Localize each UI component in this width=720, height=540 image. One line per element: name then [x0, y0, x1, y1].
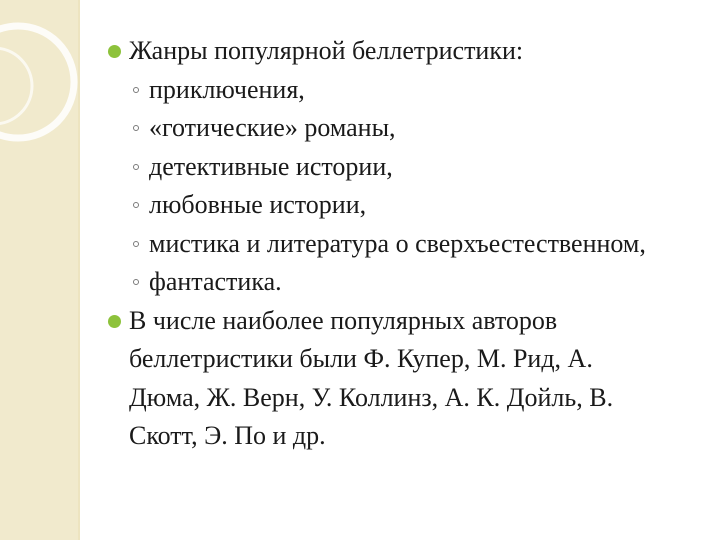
list-item-genres: [106, 32, 706, 71]
genre-label: «готические» романы,: [149, 113, 396, 142]
genre-label: приключения,: [149, 74, 305, 104]
ring-bullet-icon: [133, 87, 139, 93]
list-item: [106, 263, 706, 302]
list-item: [106, 109, 706, 148]
ring-bullet-icon: [133, 202, 139, 208]
list-item: [106, 71, 706, 110]
authors-line: Дюма, Ж. Верн, У. Коллинз, А. К. Дойль, В.: [129, 382, 614, 412]
decorative-side-panel: [0, 0, 78, 540]
genres-sublist: [106, 71, 706, 302]
genre-label: детективные истории,: [149, 151, 393, 181]
list-item: [106, 225, 706, 264]
decorative-ring-small: [0, 48, 32, 124]
green-bullet-icon: [108, 315, 121, 328]
ring-bullet-icon: [133, 125, 139, 131]
slide-content: [106, 32, 706, 456]
authors-line: Скотт, Э. По и др.: [129, 421, 326, 450]
genres-heading: Жанры популярной беллетристики:: [129, 36, 524, 65]
list-item-authors: [106, 302, 706, 456]
authors-line: В числе наиболее популярных авторов: [129, 305, 558, 335]
ring-bullet-icon: [133, 164, 139, 170]
list-item: [106, 148, 706, 187]
genre-label: мистика и литература о сверхъестественном,: [149, 228, 646, 258]
list-item: [106, 186, 706, 225]
ring-bullet-icon: [133, 241, 139, 247]
side-divider: [78, 0, 80, 540]
authors-line: беллетристики были Ф. Купер, М. Рид, А.: [129, 344, 593, 373]
genre-label: фантастика.: [149, 267, 282, 296]
green-bullet-icon: [108, 45, 121, 58]
genre-label: любовные истории,: [149, 190, 367, 219]
decorative-circles: [0, 0, 78, 540]
ring-bullet-icon: [133, 279, 139, 285]
